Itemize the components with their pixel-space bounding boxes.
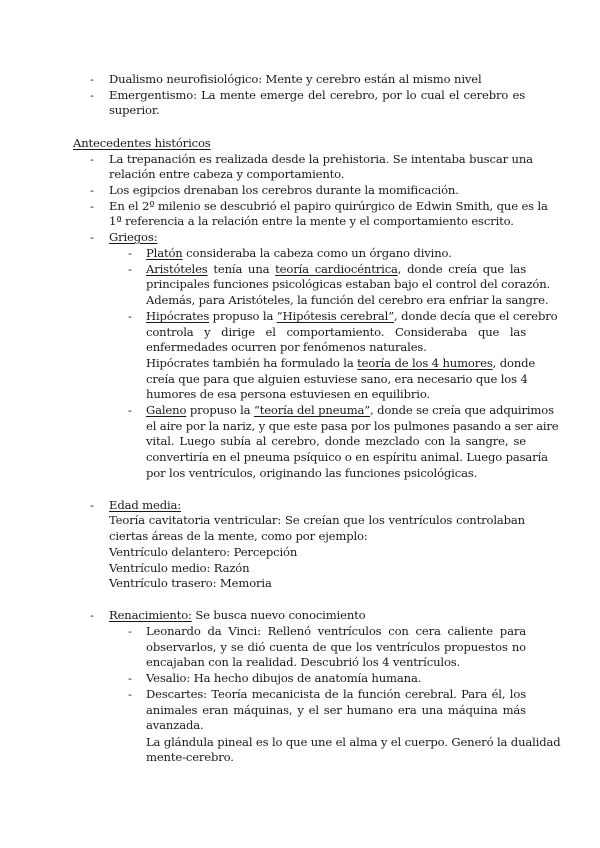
item-galeno-cont: vital. Luego subía al cerebro, donde mezclado con la sangre, se	[146, 434, 526, 448]
sub-bullet-dash: -	[128, 262, 132, 276]
section-label-renacimiento	[109, 608, 366, 622]
sub-bullet-dash: -	[128, 687, 132, 701]
item-galeno-cont: por los ventrículos, originando las funciones psicológicas.	[146, 466, 478, 480]
intro-item-emergentismo-cont: superior.	[109, 103, 160, 117]
bullet-dash: -	[90, 183, 94, 197]
item-descartes-glandula-cont: mente-cerebro.	[146, 750, 234, 764]
item-papiro: En el 2º milenio se descubrió el papiro quirúrgico de Edwin Smith, que es la	[109, 199, 548, 213]
text-hipocrates-mid: propuso la	[209, 309, 277, 323]
sub-bullet-dash: -	[128, 309, 132, 323]
text-hipocrates-p2: Hipócrates también ha formulado la	[146, 356, 358, 370]
text-renacimiento: Se busca nuevo conocimiento	[191, 608, 366, 622]
name-hipocrates: Hipócrates	[146, 309, 210, 323]
sub-bullet-dash: -	[128, 403, 132, 417]
edad-media-ventriculo-trasero: Ventrículo trasero: Memoria	[109, 576, 272, 590]
text-galeno-mid: propuso la	[186, 403, 254, 417]
term-teoria-pneuma: “teoría del pneuma”	[253, 403, 371, 417]
item-galeno	[146, 403, 554, 417]
item-galeno-cont: convertiría en el pneuma psíquico o en espíritu animal. Luego pasaría	[146, 450, 548, 464]
section-heading-antecedentes: Antecedentes históricos	[73, 136, 211, 150]
term-teoria-4-humores: teoría de los 4 humores	[357, 356, 493, 370]
item-egipcios: Los egipcios drenaban los cerebros durante la momificación.	[109, 183, 459, 197]
item-hipocrates-cont: controla y dirige el comportamiento. Consideraba que las	[146, 325, 526, 339]
text-hipocrates-p2-rest: , donde	[492, 356, 536, 370]
sub-bullet-dash: -	[128, 671, 132, 685]
sub-bullet-dash: -	[128, 624, 132, 638]
item-descartes-cont: avanzada.	[146, 718, 204, 732]
edad-media-ventriculo-medio: Ventrículo medio: Razón	[109, 561, 250, 575]
text-aristoteles-rest: , donde creía que las	[397, 262, 526, 276]
intro-item-dualismo: Dualismo neurofisiológico: Mente y cerebro están al mismo nivel	[109, 72, 482, 86]
sub-bullet-dash: -	[128, 246, 132, 260]
term-teoria-cardiocentrica: teoría cardiocéntrica	[275, 262, 398, 276]
item-hipocrates-cont: enfermedades ocurren por fenómenos naturales.	[146, 340, 427, 354]
item-aristoteles-cont: Además, para Aristóteles, la función del cerebro era enfriar la sangre.	[146, 293, 549, 307]
bullet-dash: -	[90, 199, 94, 213]
name-platon: Platón	[146, 246, 183, 260]
item-papiro-cont: 1ª referencia a la relación entre la mente y el comportamiento escrito.	[109, 214, 514, 228]
edad-media-line: ciertas áreas de la mente, como por ejemplo:	[109, 529, 368, 543]
item-hipocrates-humores-cont: creía que para que alguien estuviese sano, era necesario que los 4	[146, 372, 528, 386]
item-galeno-cont: el aire por la nariz, y que este pasa por los pulmones pasando a ser aire	[146, 419, 559, 433]
text-aristoteles-mid: tenía una	[207, 262, 276, 276]
item-vesalio: Vesalio: Ha hecho dibujos de anatomía humana.	[146, 671, 422, 685]
item-trepanacion-cont: relación entre cabeza y comportamiento.	[109, 167, 345, 181]
item-hipocrates-humores	[146, 356, 536, 370]
section-label-griegos: Griegos:	[109, 230, 158, 244]
term-hipotesis-cerebral: “Hipótesis cerebral”	[276, 309, 395, 323]
bullet-dash: -	[90, 72, 94, 86]
item-descartes: Descartes: Teoría mecanicista de la función cerebral. Para él, los	[146, 687, 526, 701]
item-aristoteles-cont: principales funciones psicológicas estaban bajo el control del corazón.	[146, 277, 551, 291]
bullet-dash: -	[90, 88, 94, 102]
label-renacimiento: Renacimiento:	[109, 608, 192, 622]
item-platon	[146, 246, 452, 260]
intro-item-emergentismo: Emergentismo: La mente emerge del cerebro, por lo cual el cerebro es	[109, 88, 525, 102]
item-descartes-glandula: La glándula pineal es lo que une el alma y el cuerpo. Generó la dualidad	[146, 735, 561, 749]
item-aristoteles	[146, 262, 526, 276]
bullet-dash: -	[90, 230, 94, 244]
item-descartes-cont: animales eran máquinas, y el ser humano era una máquina más	[146, 703, 526, 717]
text-galeno-rest: , donde se creía que adquirimos	[370, 403, 554, 417]
item-leonardo-cont: observarlos, y se dió cuenta de que los ventrículos propuestos no	[146, 640, 526, 654]
bullet-dash: -	[90, 152, 94, 166]
edad-media-line: Teoría cavitatoria ventricular: Se creían que los ventrículos controlaban	[109, 513, 525, 527]
section-label-edad-media: Edad media:	[109, 498, 182, 512]
item-leonardo: Leonardo da Vinci: Rellenó ventrículos con cera caliente para	[146, 624, 526, 638]
text-hipocrates-rest: , donde decía que el cerebro	[394, 309, 558, 323]
bullet-dash: -	[90, 498, 94, 512]
name-galeno: Galeno	[146, 403, 187, 417]
item-hipocrates-humores-cont: humores de esa persona estuviesen en equilibrio.	[146, 387, 430, 401]
item-hipocrates	[146, 309, 558, 323]
text-platon: consideraba la cabeza como un órgano divino.	[182, 246, 452, 260]
name-aristoteles: Aristóteles	[146, 262, 208, 276]
item-trepanacion: La trepanación es realizada desde la prehistoria. Se intentaba buscar una	[109, 152, 533, 166]
bullet-dash: -	[90, 608, 94, 622]
item-leonardo-cont: encajaban con la realidad. Descubrió los 4 ventrículos.	[146, 655, 461, 669]
edad-media-ventriculo-delantero: Ventrículo delantero: Percepción	[109, 545, 298, 559]
